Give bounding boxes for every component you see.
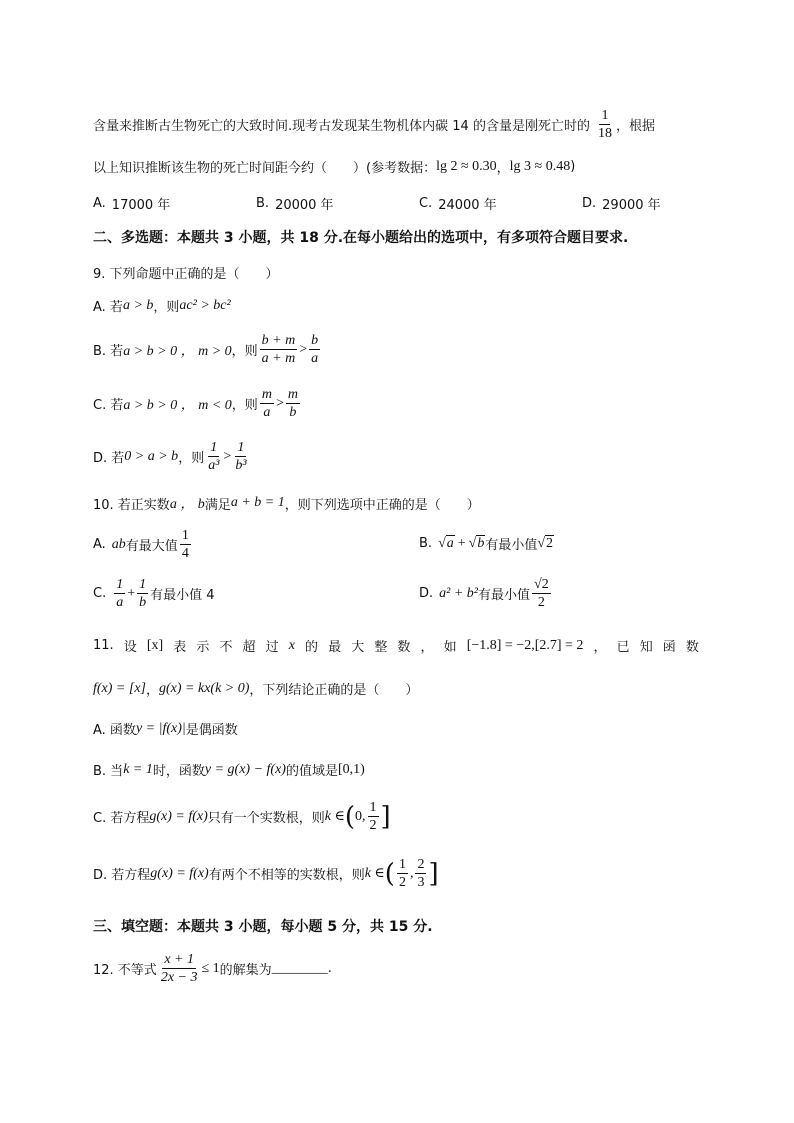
frac-den: 4 [181,546,189,562]
stem-token: [x] [146,637,164,653]
option-text: 的值域是 [285,764,338,779]
intro-tail-1: ，根据 [615,119,655,135]
stem-token: x [288,637,295,653]
frac-num: 1 [208,440,219,457]
stem-token: ， [420,640,434,655]
option-label: D. 若 [93,451,125,467]
option-label: A. 若 [93,300,123,315]
stem-token: 超 [242,640,256,655]
q8-option-b [256,194,334,213]
condition: a > b > 0 ， m < 0 [123,397,232,413]
range: [0,1) [337,761,365,777]
k-in: k ∈ [364,866,385,882]
condition: a > b [122,297,154,313]
plus-sign: + [457,535,466,551]
expr: a² + b² [439,585,478,601]
option-label: B. 当 [93,764,124,779]
function-f: f(x) = [x] [93,680,146,696]
q10-option-a [93,528,193,562]
frac-num: m [260,387,274,404]
option-label: C. 若方程 [93,811,150,827]
q9-option-d [93,440,251,474]
option-text: 29000 年 [602,198,661,213]
stem-token: 整 [374,640,388,655]
frac-den: 2x − 3 [160,970,198,986]
frac-den: a [311,351,319,367]
stem-token: ， [593,640,607,655]
section-2-heading: 二、多选题：本题共 3 小题，共 18 分.在每小题给出的选项中，有多项符合题目要求. [93,230,629,246]
stem-token: 设 [123,640,137,655]
sqrt-2: √ 2 [537,536,554,551]
q8-option-a [93,194,170,213]
stem-token: 函 [662,640,676,655]
separator: ， [146,683,160,698]
option-label: D. [582,196,597,211]
frac-num: b [309,333,320,350]
fraction-inequality [159,952,200,986]
frac-num: b + m [260,333,298,350]
close-bracket: ] [428,858,439,889]
fraction-left [206,440,221,474]
option-text: 有两个不相等的实数根，则 [208,868,365,884]
gt-sign: > [275,395,284,411]
section-3-heading: 三、填空题：本题共 3 小题，每小题 5 分，共 15 分. [93,919,433,935]
relation: ≤ 1 [201,960,220,976]
frac-num: 1 [599,108,610,125]
stem-token: 最 [328,640,342,655]
fraction-right [233,440,248,474]
option-label: C. [419,196,433,211]
frac-den: 2 [369,818,377,834]
fraction-1-a [114,577,125,611]
ref-sep: ， [496,161,510,176]
close-bracket: ] [380,801,391,832]
frac-den: a³ [208,458,220,474]
stem-token: 大 [351,640,365,655]
intro-line-2 [93,157,575,176]
frac-den: b [289,405,297,421]
ref-lg2: lg 2 ≈ 0.30 [436,158,497,174]
stem-token: 已 [616,640,630,655]
option-label: C. 若 [93,398,124,414]
fraction-1-2 [397,857,408,891]
option-text: 有最小值 [478,588,531,604]
fraction-right [309,333,320,367]
q9-option-a [93,296,231,315]
lower-bound: 0, [355,808,366,824]
frac-num: 1 [235,440,246,457]
option-text: 有最小值 [485,538,538,553]
frac-num: 2 [415,857,426,874]
stem-text: ，下列结论正确的是（ ） [249,683,419,698]
option-text: 有最小值 4 [150,588,215,604]
q8-option-d [582,194,661,213]
option-label: B. [419,536,433,551]
stem-text: 10. 若正实数 [93,497,170,513]
option-text: 时，函数 [152,764,205,779]
k-in: k ∈ [324,809,345,825]
vars: a ， b [169,497,205,512]
fraction-right [286,387,300,421]
frac-den: a + m [261,351,296,367]
period: . [327,961,332,977]
sqrt-b: √ b [468,536,485,551]
plus-sign: + [127,585,136,601]
option-label: C. [93,586,107,602]
open-paren: ( [384,858,395,889]
option-label: A. [93,537,106,553]
option-label: D. [419,586,434,602]
option-label: D. 若方程 [93,868,151,884]
frac-den: a [263,405,271,421]
option-text: 有最大值 [125,539,178,555]
option-label: B. [256,196,270,211]
stem-text: ，则下列选项中正确的是（ ） [284,497,480,513]
frac-den: 18 [597,126,612,142]
expr: g(x) = f(x) [150,865,209,881]
radicand: b [477,536,485,551]
radicand: a [446,536,454,551]
fraction-1-18 [596,108,614,142]
ref-close: ) [570,159,576,174]
stem-token: 数 [397,640,411,655]
fraction-1-2 [368,800,379,834]
q11-stem-line-1 [93,636,699,655]
then-text: ，则 [231,344,258,360]
frac-den: b³ [235,458,247,474]
frac-num: √2 [532,577,551,594]
option-text: 只有一个实数根，则 [207,811,325,827]
stem-token: 表 [173,640,187,655]
stem-token: 过 [265,640,279,655]
option-label: A. 函数 [93,723,136,738]
frac-den: 2 [537,595,545,611]
ref-lg3: lg 3 ≈ 0.48 [509,158,571,174]
q9-option-c [93,387,302,421]
frac-den: 3 [417,875,425,891]
answer-blank[interactable]: ________ [271,960,328,976]
stem-token: 11. [93,638,114,653]
stem-token: 的 [305,640,319,655]
frac-num: 1 [137,577,148,594]
frac-den: b [139,595,147,611]
stem-text: 12. 不等式 [93,963,157,979]
open-paren: ( [344,801,356,832]
option-label: B. 若 [93,344,124,360]
q11-stem-line-2 [93,679,418,698]
then-text: ，则 [231,398,258,414]
then-text: ，则 [178,451,205,467]
fraction-1-4 [180,528,191,562]
q8-option-c [419,194,497,213]
stem-token: 知 [639,640,653,655]
option-text: 是偶函数 [185,723,238,738]
intro-text-1: 含量来推断古生物死亡的大致时间.现考古发现某生物机体内碳 14 的含量是刚死亡时的 [93,119,590,135]
q10-stem [93,493,480,513]
frac-num: m [286,387,300,404]
result-expr: ac² > bc² [179,297,231,313]
condition: a > b > 0 ， m > 0 [123,343,232,359]
fraction-sqrt2-2 [532,577,551,611]
frac-num: 1 [180,528,191,545]
condition: 0 > a > b [124,448,179,464]
intro-line-1 [93,108,655,142]
q11-option-a [93,719,238,738]
option-text: 20000 年 [275,198,334,213]
frac-num: 1 [114,577,125,594]
q9-option-b [93,333,322,367]
frac-den: 2 [398,875,406,891]
condition: k = 1 [123,761,153,777]
gt-sign: > [223,448,232,464]
fraction-2-3 [415,857,426,891]
fraction-left [260,387,274,421]
q11-option-b [93,760,365,779]
q11-option-d [93,857,439,891]
stem-text: 满足 [204,497,231,513]
stem-token: [−1.8] = −2,[2.7] = 2 [466,637,584,653]
expr: y = g(x) − f(x) [204,761,286,777]
fraction-1-b [137,577,148,611]
stem-token: 如 [443,640,457,655]
q11-option-c [93,800,391,834]
fraction-left [260,333,298,367]
expr: g(x) = f(x) [149,808,208,824]
equation: a + b = 1 [230,495,285,510]
then-text: ，则 [153,300,180,315]
q10-option-b [419,534,554,553]
option-text: 17000 年 [111,198,171,213]
stem-token: 不 [219,640,233,655]
q9-stem: 9. 下列命题中正确的是（ ） [93,267,279,282]
stem-text: 的解集为 [219,963,272,979]
q12-stem [93,952,332,986]
frac-num: 1 [368,800,379,817]
sqrt-a: √ a [438,536,454,551]
frac-num: x + 1 [162,952,196,969]
option-label: A. [93,196,106,211]
frac-num: 1 [397,857,408,874]
option-text: 24000 年 [438,198,497,213]
function-g: g(x) = kx(k > 0) [159,680,250,696]
frac-den: a [116,595,124,611]
q10-option-c [93,577,215,611]
comma: , [409,865,414,881]
stem-token: 示 [196,640,210,655]
expr: y = |f(x)| [135,720,186,736]
intro-text-2: 以上知识推断该生物的死亡时间距今约（ ）(参考数据： [93,161,437,176]
gt-sign: > [299,341,308,357]
stem-token: 数 [685,640,699,655]
expr: ab [111,536,126,552]
q10-option-d [419,577,553,611]
radicand: 2 [546,536,554,551]
